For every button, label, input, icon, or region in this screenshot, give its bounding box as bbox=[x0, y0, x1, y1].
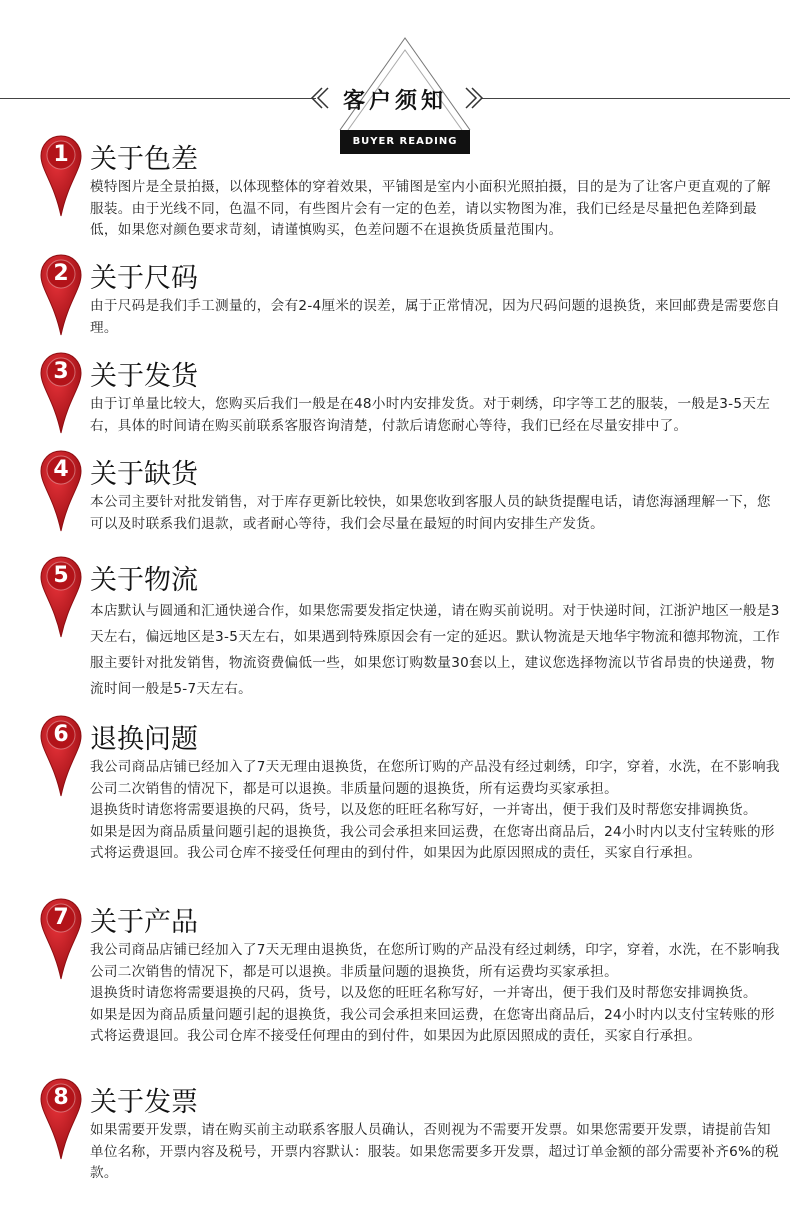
paragraph: 我公司商品店铺已经加入了7天无理由退换货，在您所订购的产品没有经过刺绣，印字，穿着，水洗，在不影响我公司二次销售的情况下，都是可以退换。非质量问题的退换货，所有运费均买家承担。 bbox=[90, 759, 780, 797]
map-pin-icon bbox=[40, 715, 82, 797]
section-number: 1 bbox=[53, 142, 69, 167]
paragraph: 我公司商品店铺已经加入了7天无理由退换货，在您所订购的产品没有经过刺绣，印字，穿着，水洗，在不影响我公司二次销售的情况下，都是可以退换。非质量问题的退换货，所有运费均买家承担。 bbox=[90, 942, 780, 980]
header-subtitle-badge: BUYER READING bbox=[340, 130, 470, 154]
section-title: 关于色差 bbox=[90, 144, 198, 175]
section-body bbox=[90, 296, 780, 339]
section-number: 2 bbox=[53, 261, 69, 286]
section-body bbox=[90, 394, 780, 437]
section-number: 5 bbox=[53, 563, 69, 588]
section-number: 6 bbox=[53, 722, 69, 747]
paragraph: 本店默认与圆通和汇通快递合作，如果您需要发指定快递，请在购买前说明。对于快递时间，江浙沪地区一般是3天左右，偏远地区是3-5天左右，如果遇到特殊原因会有一定的延迟。默认物流是天地华宇物流和德邦物流，工作服主要针对批发销售，物流资费偏低一些，如果您订购数量30套以上，建议您选择物流以节省昂贵的快递费，物流时间一般是5-7天左右。 bbox=[90, 603, 780, 697]
paragraph: 退换货时请您将需要退换的尺码，货号，以及您的旺旺名称写好，一并寄出，便于我们及时帮您安排调换货。 bbox=[90, 802, 757, 818]
section-title: 关于尺码 bbox=[90, 263, 198, 294]
section-title: 关于物流 bbox=[90, 565, 198, 596]
section-body bbox=[90, 757, 780, 865]
section-number: 8 bbox=[53, 1085, 69, 1110]
section-title: 关于发货 bbox=[90, 361, 198, 392]
map-pin-icon bbox=[40, 1078, 82, 1160]
map-pin-icon bbox=[40, 556, 82, 638]
map-pin-icon bbox=[40, 254, 82, 336]
map-pin-icon bbox=[40, 898, 82, 980]
section-body bbox=[90, 492, 780, 535]
map-pin-icon bbox=[40, 135, 82, 217]
paragraph: 本公司主要针对批发销售，对于库存更新比较快，如果您收到客服人员的缺货提醒电话，请您海涵理解一下，您可以及时联系我们退款，或者耐心等待，我们会尽量在最短的时间内安排生产发货。 bbox=[90, 494, 771, 532]
paragraph: 由于尺码是我们手工测量的，会有2-4厘米的误差，属于正常情况，因为尺码问题的退换货，来回邮费是需要您自理。 bbox=[90, 298, 780, 336]
paragraph: 如果需要开发票，请在购买前主动联系客服人员确认，否则视为不需要开发票。如果您需要开发票，请提前告知单位名称，开票内容及税号，开票内容默认：服装。如果您需要多开发票，超过订单金额的部分需要补齐6%的税款。 bbox=[90, 1122, 780, 1181]
section-title: 关于发票 bbox=[90, 1087, 198, 1118]
section-title: 退换问题 bbox=[90, 724, 198, 755]
paragraph: 退换货时请您将需要退换的尺码，货号，以及您的旺旺名称写好，一并寄出，便于我们及时帮您安排调换货。 bbox=[90, 985, 757, 1001]
section-body bbox=[90, 598, 780, 702]
paragraph: 模特图片是全景拍摄，以体现整体的穿着效果，平铺图是室内小面积光照拍摄，目的是为了让客户更直观的了解服装。由于光线不同，色温不同，有些图片会有一定的色差，请以实物图为准，我们已经是尽量把色差降到最低，如果您对颜色要求苛刻，请谨慎购买，色差问题不在退换货质量范围内。 bbox=[90, 179, 771, 238]
section-body bbox=[90, 940, 780, 1048]
section-title: 关于缺货 bbox=[90, 459, 198, 490]
paragraph: 如果是因为商品质量问题引起的退换货，我公司会承担来回运费，在您寄出商品后，24小时内以支付宝转账的形式将运费退回。我公司仓库不接受任何理由的到付件，如果因为此原因照成的责任，买家自行承担。 bbox=[90, 823, 775, 861]
section-number: 3 bbox=[53, 359, 69, 384]
paragraph: 由于订单量比较大，您购买后我们一般是在48小时内安排发货。对于刺绣，印字等工艺的服装，一般是3-5天左右，具体的时间请在购买前联系客服咨询清楚，付款后请您耐心等待，我们已经在尽量安排中了。 bbox=[90, 396, 771, 434]
section-body bbox=[90, 1120, 780, 1185]
header-title: 客户须知 bbox=[342, 89, 447, 114]
section-number: 7 bbox=[53, 905, 69, 930]
header-banner bbox=[0, 0, 790, 160]
map-pin-icon bbox=[40, 450, 82, 532]
section-body bbox=[90, 177, 780, 242]
section-title: 关于产品 bbox=[90, 907, 198, 938]
map-pin-icon bbox=[40, 352, 82, 434]
section-number: 4 bbox=[53, 457, 69, 482]
paragraph: 如果是因为商品质量问题引起的退换货，我公司会承担来回运费，在您寄出商品后，24小时内以支付宝转账的形式将运费退回。我公司仓库不接受任何理由的到付件，如果因为此原因照成的责任，买家自行承担。 bbox=[90, 1006, 775, 1044]
